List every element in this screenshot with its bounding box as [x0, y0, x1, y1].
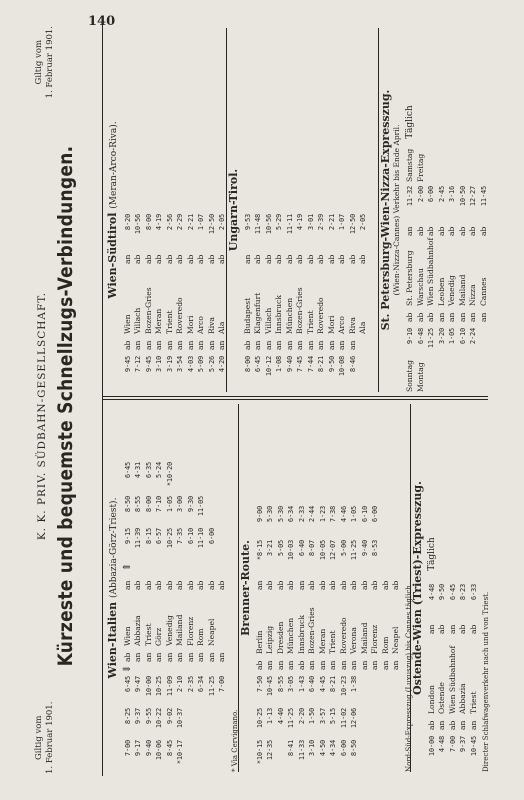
column-divider-2 [102, 396, 488, 397]
down-arrow-icon: ⇓ [121, 664, 133, 674]
company-name: K. K. PRIV. SÜDBAHN-GESELLSCHAFT. [36, 291, 48, 541]
column-divider [102, 399, 488, 400]
header-rule [102, 24, 103, 776]
ostende-note: Directer Schlafwagenverkehr nach und von Triest. [482, 591, 490, 772]
section-wien-suedtirol: Wien-Südtirol (Meran-Arco-Riva). 9·45 7·12 9·45 3·10 3·19 3·54 4·03 5·09 5·26 4·20 ab an an an an an an an an an Wien Villach Bozen-Gries Meran Trient Roveredo Mori Arco Riva Ala an ab ab ab ab ab ab ab ab ab 8·20 10·56 8·00 4·19 2·56 2·29 2·21 1·07 12·50 2·05 [106, 121, 226, 373]
valid-left: Giltig vom 1. Februar 1901. [34, 701, 55, 774]
up-arrow-icon: ⇑ [121, 562, 133, 572]
section-st-petersburg: St. Petersburg-Wien-Nizza-Expresszug. (Wien-Nizza-Cannes) Verkehr bis Ende April. Sonntag Montag 9·10 6·48 11·25 3·20 1·05 6·10 2·24 ab ab ab an an an an an St. Petersburg Warschau Wien Südbahnhof Leoben Venedig Mailand Nizza Cannes an ab ab ab ab ab ab ab 11·32 2·00 6·00 2·45 3·16 10·50 12·27 11·45 Samstag Freitag Täglich [378, 28, 489, 392]
italien-note: * Via Cervignano. [230, 709, 239, 772]
valid-right: Giltig vom 1. Februar 1901. [34, 26, 55, 99]
section-ungarn-tirol: Ungarn-Tirol. 8·00 6·45 10·12 1·08 9·40 7·45 7·44 8·21 9·50 10·08 8·46 ab an an an an an an an an an an Budapest Klagenfurt Villach Innsbruck München Bozen-Gries Trient Roveredo Mori Arco Riva Ala an ab ab ab ab ab ab ab ab ab ab ab 9·53 11·48 10·56 5·29 11·11 4·19 3·01 2·39 2·21 1·07 12·50 2·05 [226, 28, 369, 392]
brenner-note: Nord-Süd-Expresszug (Luxuszug) bis Cannes täglich. [404, 582, 413, 772]
header [26, 24, 104, 776]
page-number: 140 [88, 14, 116, 29]
section-brenner: Brenner-Route. *10·15 12·35 8·41 11·33 3·10 4·50 4·34 6·00 8·50 10·25 1·13 4·40 11·25 2·20 1·50 3·57 5·15 11·02 12·06 7·50 10·45 8·55 3·05 1·43 6·40 4·45 8·21 10·23 1·38 ab an an an ab an an an an an an an an an Berlin Leipzig Dresden München Innsbruck Bozen-Gries Meran Trient Roveredo Verona Mailand Florenz Rom Neapel an ab ab ab an ab ab ab ab ab ab ab ab ab *8·15 3·21 5·05 10·03 6·40 8·07 10·05 12·07 5·00 11·25 9·40 8·53 9·00 5·30 5·30 6·34 2·33 2·44 1·23 7·38 4·46 1·05 6·10 6·00 Nord-Süd-Expresszug (Luxuszug) bis Cannes täglich. [238, 404, 414, 772]
section-ostende: Ostende-Wien (Triest)-Expresszug. 10·00 4·48 7·00 9·37 10·45 ab an ab an an London Ostende Wien Südbahnhof Abbazia Triest an ab an ab ab 4·48 9·50 6·45 8·23 6·33 Täglich Directer Schlafwagenverkehr nach und von Triest. [410, 404, 492, 772]
page-title: Kürzeste und bequemste Schnellzugs-Verbindungen. [54, 145, 78, 667]
rotated-content [26, 24, 488, 776]
section-wien-italien: Wien-Italien (Abbazia-Görz-Triest). 7·00 9·17 9·40 10·06 8·45 *10·17 8·25 9·37 9·55 10·22 9·02 10·37 6·45 9·47 10·00 10·25 11·09 2·10 2·35 6·34 11·25 7·00 ⇓ ab an an an an an an an an an Wien Abbazia Triest Görz Venedig Mailand Florenz Rom Neapel an ab ab ab ab ab ab ab ab ab ⇑ 9·15 11·39 8·15 6·57 10·25 7·35 6·10 11·10 6·00 8·50 8·55 8·00 7·10 1·05 3·00 9·30 11·05 6·45 4·31 6·35 5·24 *10·20 * Via Cervignano. [106, 404, 240, 772]
